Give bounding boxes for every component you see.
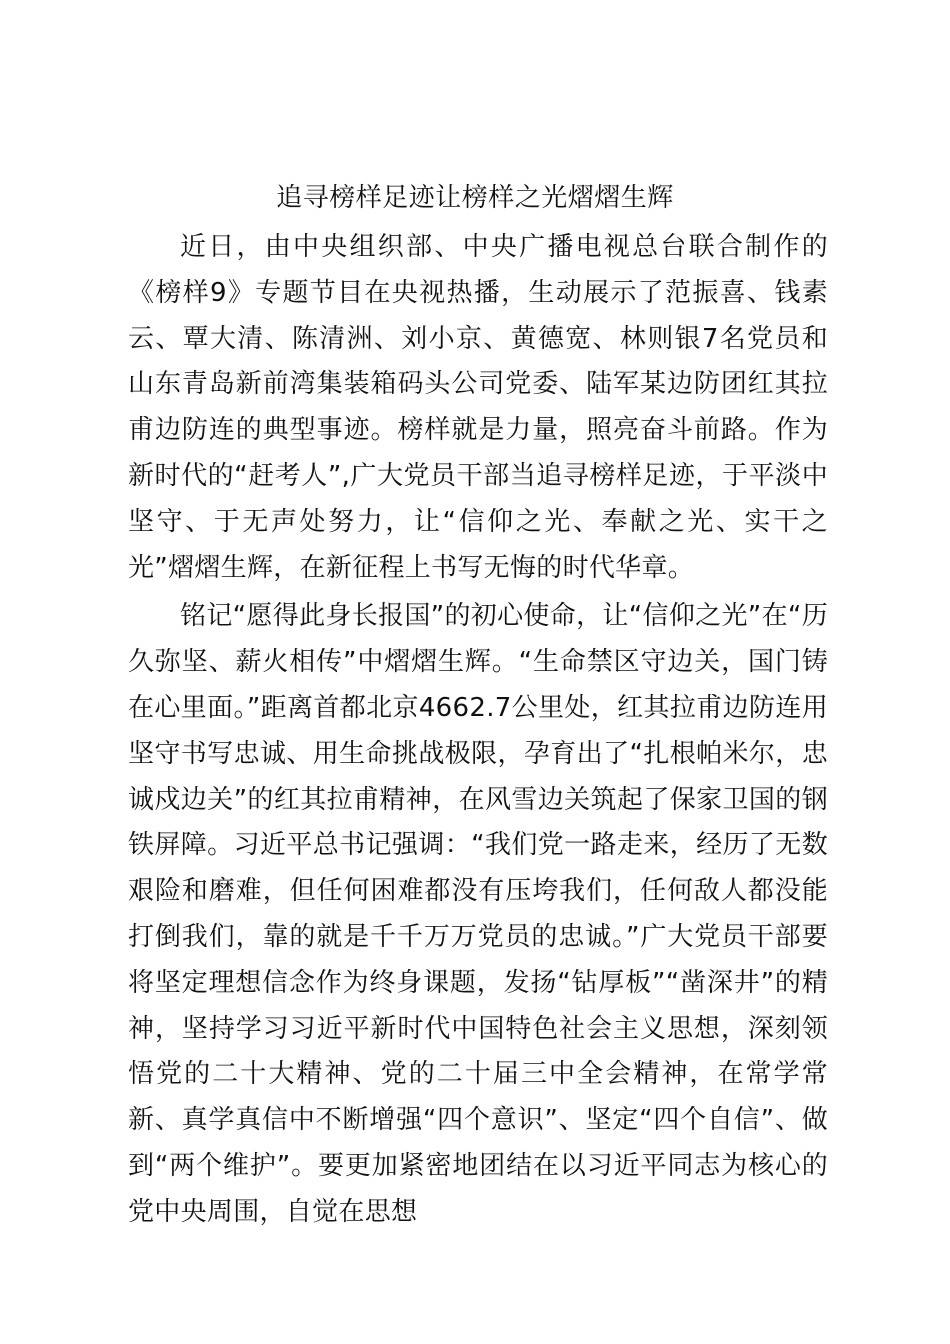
document-title: 追寻榜样足迹让榜样之光熠熠生辉 xyxy=(276,183,674,213)
paragraph-2: 铭记“愿得此身长报国”的初心使命，让“信仰之光”在“历久弥坚、薪火相传”中熠熠生辉。“生命禁区守边关，国门铸在心里面。”距离首都北京4662.7公里处，红其拉甫边防连用坚守书写忠诚、用生命挑战极限，孕育出了“扎根帕米尔，忠诚戍边关”的红其拉甫精神，在风雪边关筑起了保家卫国的钢铁屏障。习近平总书记强调：“我们党一路走来，经历了无数艰险和磨难，但任何困难都没有压垮我们，任何敌人都没能打倒我们，靠的就是千千万万党员的忠诚。”广大党员干部要将坚定理想信念作为终身课题，发扬“钻厚板”“凿深井”的精神，坚持学习习近平新时代中国特色社会主义思想，深刻领悟党的二十大精神、党的二十届三中全会精神，在常学常新、真学真信中不断增强“四个意识”、坚定“四个自信”、做到“两个维护”。要更加紧密地团结在以习近平同志为核心的党中央周围，自觉在思想 xyxy=(128,601,828,1227)
paragraph-1: 近日，由中央组织部、中央广播电视总台联合制作的《榜样9》专题节目在央视热播，生动展示了范振喜、钱素云、覃大清、陈清洲、刘小京、黄德宽、林则银7名党员和山东青岛新前湾集装箱码头公司党委、陆军某边防团红其拉甫边防连的典型事迹。榜样就是力量，照亮奋斗前路。作为新时代的“赶考人”,广大党员干部当追寻榜样足迹，于平淡中坚守、于无声处努力，让“信仰之光、奉献之光、实干之光”熠熠生辉，在新征程上书写无悔的时代华章。 xyxy=(128,232,828,583)
document-body xyxy=(128,225,828,1236)
